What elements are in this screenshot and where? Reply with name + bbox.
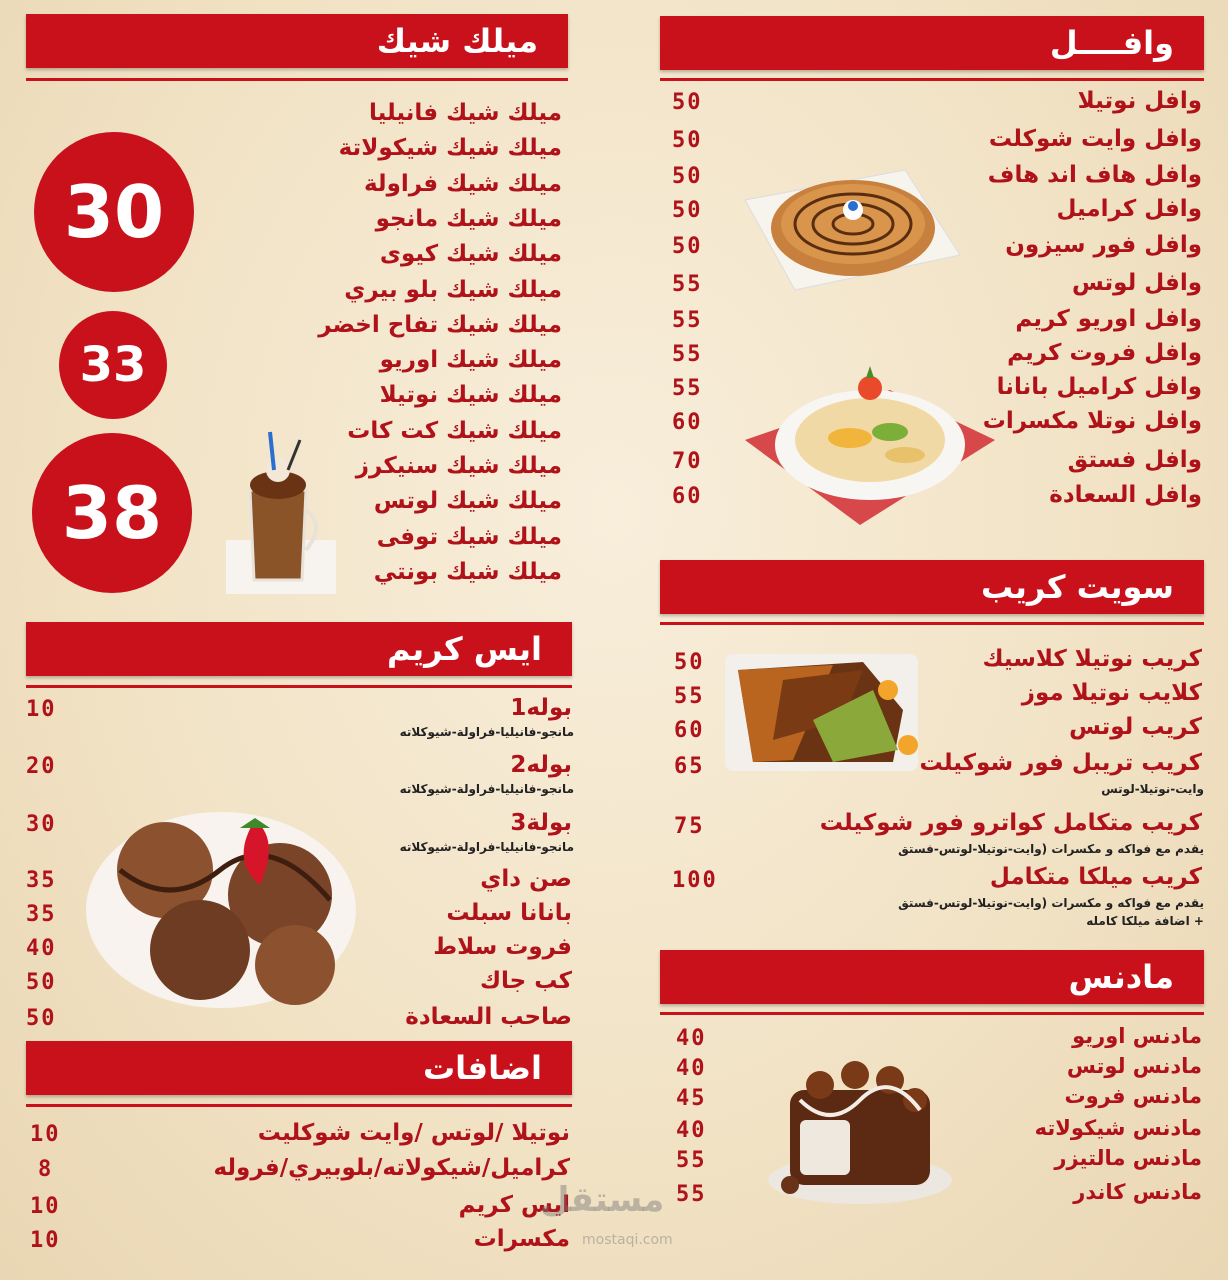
- item-price: 10: [30, 1228, 61, 1253]
- item-price: 100: [672, 868, 718, 893]
- price-circle-38: 38: [32, 433, 192, 593]
- item-price: 65: [674, 754, 705, 779]
- waffle-item-name: وافل وايت شوكلت: [988, 126, 1202, 152]
- milkshake-item-name: ميلك شيك سنيكرز: [355, 453, 562, 479]
- price-circle-30: 30: [34, 132, 194, 292]
- item-description: مانجو-فانيليا-فراولة-شيوكلاته: [399, 840, 574, 854]
- waffle-item-name: وافل كراميل بانانا: [996, 374, 1202, 400]
- item-price: 10: [30, 1122, 61, 1147]
- milkshake-item-name: ميلك شيك لوتس: [373, 488, 562, 515]
- icecream-item-name: كب جاك: [479, 968, 572, 994]
- item-price: 50: [672, 164, 703, 189]
- crepe-section-header: [660, 560, 1204, 614]
- item-price: 60: [672, 484, 703, 509]
- extras-item-name: مكسرات: [473, 1226, 570, 1252]
- milkshake-item-name: ميلك شيك توفى: [376, 523, 562, 550]
- waffle-item-name: وافل هاف اند هاف: [987, 162, 1202, 188]
- milkshake-item-name: ميلك شيك بونتي: [373, 558, 562, 585]
- waffle-divider: [660, 78, 1204, 81]
- waffle-fruit-photo: [740, 360, 1000, 530]
- item-price: 55: [672, 342, 703, 367]
- item-price: 55: [672, 272, 703, 297]
- crepe-item-name: كريب متكامل كواترو فور شوكيلت: [819, 810, 1202, 836]
- waffle-item-name: وافل فروت كريم: [1007, 340, 1202, 366]
- madness-divider: [660, 1012, 1204, 1015]
- extras-item-name: كراميل/شيكولاته/بلوبيري/فروله: [213, 1155, 570, 1181]
- watermark-url: mostaqi.com: [582, 1232, 673, 1248]
- crepe-item-name: كلايب نوتيلا موز: [1021, 680, 1202, 706]
- madness-item-name: مادنس شيكولاته: [1034, 1116, 1202, 1140]
- milkshake-item-name: ميلك شيك نوتيلا: [379, 382, 562, 409]
- madness-section-header: [660, 950, 1204, 1004]
- madness-dessert-photo: [760, 1040, 960, 1210]
- milkshake-item-name: ميلك شيك كيوى: [379, 241, 562, 268]
- item-price: 35: [26, 868, 57, 893]
- item-price: 55: [676, 1148, 707, 1173]
- waffle-item-name: وافل نوتلا مكسرات: [982, 408, 1202, 434]
- item-description: مانجو-فانيليا-فراولة-شيوكلاته: [399, 782, 574, 796]
- item-price: 50: [672, 198, 703, 223]
- madness-item-name: مادنس كاندر: [1073, 1180, 1202, 1204]
- item-price: 45: [676, 1086, 707, 1111]
- madness-item-name: مادنس اوريو: [1072, 1024, 1202, 1048]
- waffle-section-header: [660, 16, 1204, 70]
- icecream-section-header: [26, 622, 572, 676]
- waffle-item-name: وافل كراميل: [1056, 196, 1202, 222]
- item-price: 50: [672, 128, 703, 153]
- item-price: 50: [674, 650, 705, 675]
- watermark-logo: مستقل: [540, 1180, 665, 1220]
- extras-section-header: [26, 1041, 572, 1095]
- icecream-divider: [26, 685, 572, 688]
- milkshake-section-header: [26, 14, 568, 68]
- waffle-item-name: وافل اوريو كريم: [1015, 306, 1202, 332]
- crepe-item-name: كريب لوتس: [1069, 714, 1202, 740]
- crepe-item-name: كريب ميلكا متكامل: [989, 864, 1202, 890]
- icecream-section-title: ايس كريم: [387, 630, 542, 668]
- milkshake-item-name: ميلك شيك بلو بيري: [344, 276, 562, 303]
- item-description: وايت-نوتيلا-لوتس: [1101, 782, 1204, 796]
- item-price: 55: [672, 376, 703, 401]
- item-price: 70: [672, 449, 703, 474]
- item-price: 75: [674, 814, 705, 839]
- crepe-item-name: كريب تريبل فور شوكيلت: [919, 750, 1202, 776]
- icecream-item-name: صاحب السعادة: [405, 1004, 572, 1030]
- extras-section-title: اضافات: [422, 1049, 542, 1087]
- icecream-item-name: بولة3: [510, 810, 572, 836]
- milkshake-item-name: ميلك شيك فراولة: [363, 170, 562, 197]
- waffle-chocolate-photo: [735, 160, 965, 295]
- item-price: 40: [676, 1118, 707, 1143]
- item-description: + اضافة ميلكا كامله: [1086, 914, 1204, 928]
- waffle-item-name: وافل نوتيلا: [1077, 88, 1202, 114]
- milkshake-item-name: ميلك شيك كت كات: [347, 417, 562, 444]
- extras-item-name: نوتيلا /لوتس /وايت شوكليت: [257, 1120, 570, 1146]
- waffle-section-title: وافــــل: [1049, 24, 1174, 62]
- item-price: 50: [26, 970, 57, 995]
- item-price: 10: [30, 1194, 61, 1219]
- item-price: 55: [676, 1182, 707, 1207]
- waffle-item-name: وافل فستق: [1067, 447, 1202, 473]
- item-price: 30: [26, 812, 57, 837]
- item-price: 55: [674, 684, 705, 709]
- extras-divider: [26, 1104, 572, 1107]
- milkshake-item-name: ميلك شيك اوريو: [379, 347, 562, 374]
- item-price: 50: [672, 90, 703, 115]
- madness-item-name: مادنس لوتس: [1066, 1054, 1202, 1078]
- milkshake-item-name: ميلك شيك فانيليا: [368, 100, 562, 126]
- milkshake-item-name: ميلك شيك شيكولاتة: [338, 135, 562, 162]
- milkshake-section-title: ميلك شيك: [376, 22, 538, 60]
- item-price: 10: [26, 697, 57, 722]
- item-price: 60: [672, 410, 703, 435]
- item-description: يقدم مع فواكه و مكسرات (وايت-نوتيلا-لوتس-فستق: [898, 842, 1204, 856]
- item-price: 50: [26, 1006, 57, 1031]
- item-price: 8: [38, 1157, 54, 1182]
- waffle-item-name: وافل لوتس: [1072, 270, 1202, 296]
- madness-section-title: مادنس: [1068, 958, 1174, 996]
- icecream-item-name: بوله2: [510, 752, 572, 778]
- milkshake-item-name: ميلك شيك مانجو: [375, 205, 562, 232]
- milkshake-divider: [26, 78, 568, 81]
- milkshake-photo: [222, 430, 340, 598]
- crepe-divider: [660, 622, 1204, 625]
- item-price: 50: [672, 234, 703, 259]
- item-price: 40: [676, 1056, 707, 1081]
- icecream-item-name: صن داي: [480, 866, 572, 892]
- crepe-section-title: سويت كريب: [981, 568, 1174, 606]
- item-price: 60: [674, 718, 705, 743]
- icecream-item-name: بوله1: [510, 695, 572, 721]
- crepe-photo: [723, 650, 920, 775]
- madness-item-name: مادنس مالتيزر: [1054, 1146, 1202, 1170]
- crepe-item-name: كريب نوتيلا كلاسيك: [982, 646, 1202, 672]
- icecream-item-name: فروت سلاط: [433, 934, 572, 960]
- item-price: 20: [26, 754, 57, 779]
- item-price: 40: [26, 936, 57, 961]
- item-price: 35: [26, 902, 57, 927]
- icecream-item-name: بانانا سبلت: [446, 900, 572, 926]
- extras-item-name: ايس كريم: [458, 1192, 570, 1218]
- madness-item-name: مادنس فروت: [1064, 1084, 1202, 1108]
- price-circle-33: 33: [59, 311, 167, 419]
- waffle-item-name: وافل فور سيزون: [1005, 232, 1202, 258]
- item-description: يقدم مع فواكه و مكسرات (وايت-نوتيلا-لوتس-فستق: [898, 896, 1204, 910]
- item-description: مانجو-فانيليا-فراولة-شيوكلاته: [399, 725, 574, 739]
- item-price: 55: [672, 308, 703, 333]
- waffle-item-name: وافل السعادة: [1049, 482, 1202, 508]
- icecream-photo: [80, 800, 362, 1010]
- milkshake-item-name: ميلك شيك تفاح اخضر: [318, 311, 562, 338]
- item-price: 40: [676, 1026, 707, 1051]
